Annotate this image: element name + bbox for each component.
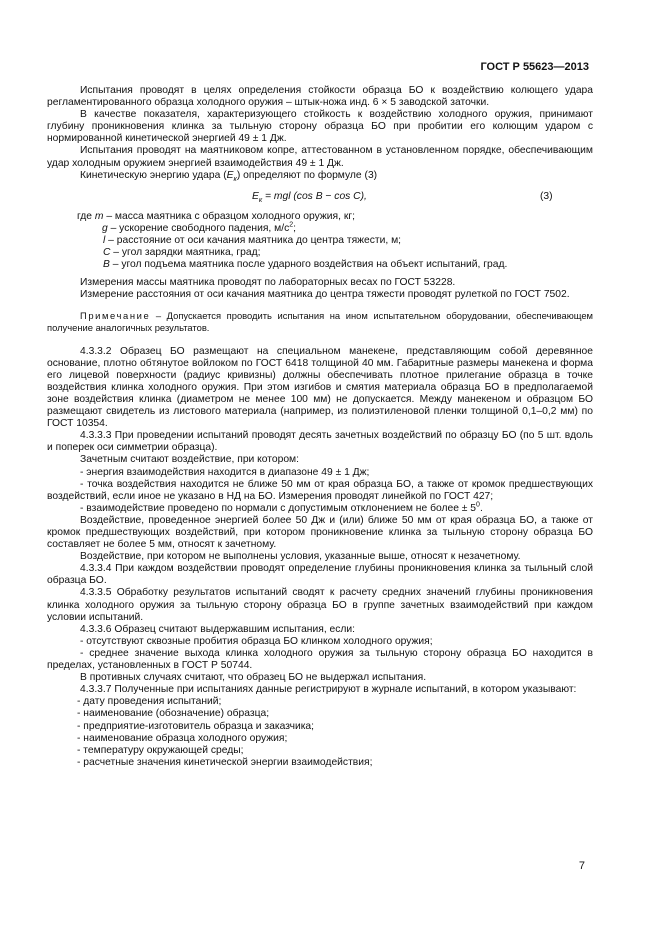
legend-item: C – угол зарядки маятника, град;: [103, 247, 261, 259]
document-header: ГОСТ Р 55623—2013: [480, 61, 589, 73]
section-4-3-3-2: 4.3.3.2 Образец БО размещают на специальном манекене, представляющим собой деревянное основание, плотно обтянутое войлоком по ГОСТ 6418 толщиной 40 мм. Габаритные размеры манекена и форма его лицевой поверхности (радиус кривизны) должны обеспечивать плотное прилегание образца в точке воздействия клинка холодного оружия. При этом изгибов и смятия материала образца БО в предполагаемой зоне воздействия клинка (диаметром не менее 100 мм) не допускается. Между манекеном и образцом БО размещают свидетель из листового материала (например, из полиэтиленовой пленки толщиной 0,1–0,2 мм) по ГОСТ 10354.: [47, 345, 593, 430]
legend-item: g – ускорение свободного падения, $м/с^2$;: [102, 221, 296, 234]
legend-item: где m – масса маятника с образцом холодного оружия, кг;: [77, 210, 355, 222]
section-4-3-3-3: 4.3.3.3 При проведении испытаний проводят десять зачетных воздействий по образцу БО (по 5 шт. вдоль и поперек оси симметрии образца).: [47, 430, 593, 454]
paragraph: Испытания проводят в целях определения стойкости образца БО к воздействию колющего удара регламентированного образца холодного оружия – штык-ножа инд. 6 × 5 заводской заточки.: [47, 85, 593, 109]
note: Примечание – Допускается проводить испытания на ином испытательном оборудовании, обеспечивающем получение аналогичных результатов.: [47, 310, 593, 333]
list-item: - отсутствуют сквозные пробития образца БО клинком холодного оружия;: [80, 635, 433, 647]
list-item: - дату проведения испытаний;: [77, 696, 222, 708]
formula-legend: [47, 211, 593, 271]
paragraph: Измерение расстояния от оси качания маятника до центра тяжести проводят рулеткой по ГОСТ 7502.: [80, 289, 570, 301]
formula-3: [47, 187, 593, 211]
section-4-3-3-7: 4.3.3.7 Полученные при испытаниях данные регистрируют в журнале испытаний, в котором указывают:: [80, 684, 577, 696]
section-4-3-3-5: 4.3.3.5 Обработку результатов испытаний сводят к расчету средних значений глубины проникновения клинка холодного оружия за тыльную сторону образца БО в группе зачетных взаимодействий при каждом условии испытаний.: [47, 587, 593, 623]
journal-list: [47, 696, 593, 769]
list-item: - расчетные значения кинетической энергии взаимодействия;: [77, 756, 373, 768]
kinetic-intro: Кинетическую энергию удара $(E_к)$ определяют по формуле (3): [80, 169, 378, 183]
formula-expression: $E_к$ = mgl (cos B − cos C),: [252, 190, 367, 204]
paragraph: Воздействие, при котором не выполнены условия, указанные выше, относят к незачетному.: [80, 551, 521, 563]
list-item: - температуру окружающей среды;: [77, 744, 244, 756]
legend-item: B – угол подъема маятника после ударного воздействия на объект испытаний, град.: [103, 259, 508, 271]
list-item: - энергия взаимодействия находится в диапазоне 49 ± 1 Дж;: [80, 466, 370, 478]
list-item: - наименование образца холодного оружия;: [77, 732, 288, 744]
formula-number: (3): [540, 190, 553, 202]
paragraph: Испытания проводят на маятниковом копре, аттестованном в установленном порядке, обеспечивающим удар холодным оружием энергией взаимодействия 49 ± 1 Дж.: [47, 145, 593, 169]
paragraph: В качестве показателя, характеризующего стойкость к воздействию холодного оружия, принимают глубину проникновения клинка за тыльную сторону образца БО при пробитии его колющим ударом с нормированной кинетической энергией 49 ± 1 Дж.: [47, 109, 593, 145]
list-item: - точка воздействия находится не ближе 50 мм от края образца БО, а также от кромок предшествующих воздействий, если иное не указано в НД на БО. Измерения проводят линейкой по ГОСТ 427;: [47, 478, 593, 502]
section-4-3-3-6: 4.3.3.6 Образец считают выдержавшим испытания, если:: [80, 623, 356, 635]
page-number: 7: [578, 860, 585, 872]
paragraph: Воздействие, проведенное энергией более 50 Дж и (или) ближе 50 мм от края образца БО, а также от кромок предшествующих воздействий, при котором проникновение клинка за тыльную сторону образца БО составляет не более 5 мм, относят к зачетному.: [47, 514, 593, 551]
list-item: - предприятие-изготовитель образца и заказчика;: [77, 720, 315, 732]
page-content: [47, 85, 593, 769]
list-item: - наименование (обозначение) образца;: [77, 708, 270, 720]
list-item: - взаимодействие проведено по нормали с допустимым отклонением не более ± $5^0$.: [80, 501, 483, 514]
paragraph: Измерения массы маятника проводят по лабораторных весах по ГОСТ 53228.: [80, 277, 456, 289]
section-4-3-3-4: 4.3.3.4 При каждом воздействии проводят определение глубины проникновения клинка за тыльный слой образца БО.: [47, 563, 593, 587]
list-item: - среднее значение выхода клинка холодного оружия за тыльную сторону образца БО находится в пределах, установленных в ГОСТ Р 50744.: [47, 647, 593, 672]
paragraph: В противных случаях считают, что образец БО не выдержал испытания.: [80, 672, 427, 684]
paragraph: Зачетным считают воздействие, при котором:: [80, 454, 299, 466]
legend-item: l – расстояние от оси качания маятника до центра тяжести, м;: [103, 234, 402, 246]
note-label: Примечание: [80, 310, 151, 322]
